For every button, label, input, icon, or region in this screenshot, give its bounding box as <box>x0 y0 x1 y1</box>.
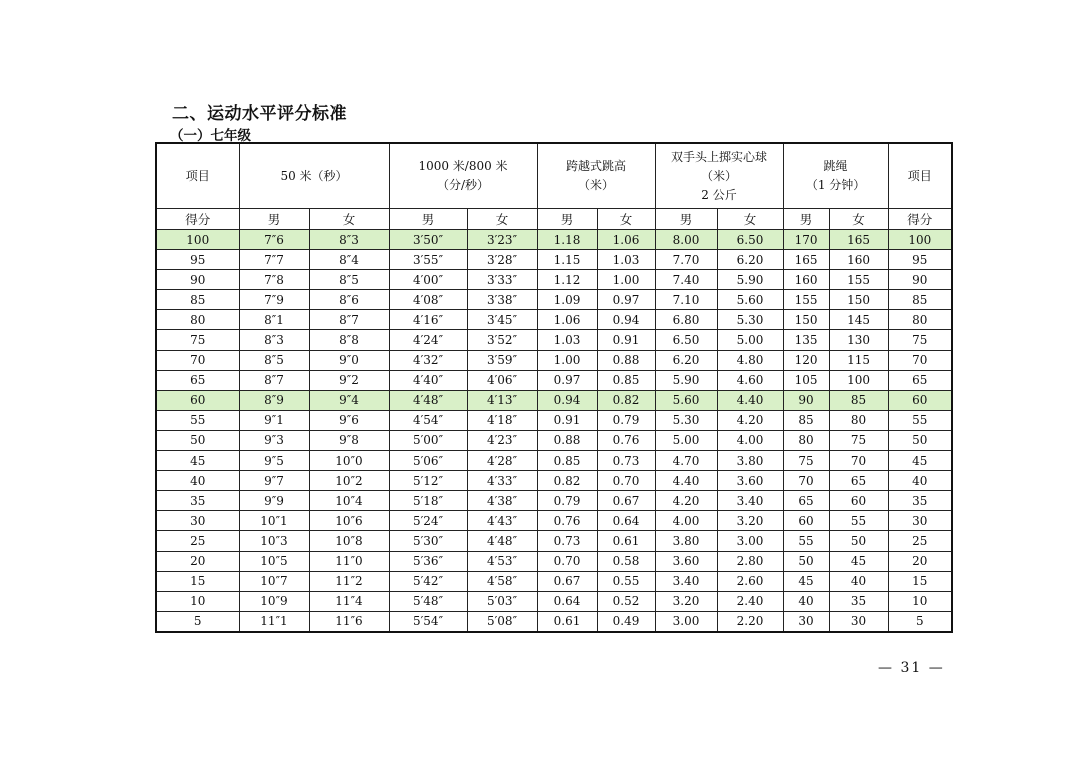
table-cell: 3′28″ <box>467 250 537 270</box>
table-cell: 95 <box>156 250 239 270</box>
table-cell: 5′42″ <box>389 571 467 591</box>
table-cell: 4.40 <box>655 471 717 491</box>
table-cell: 60 <box>156 390 239 410</box>
table-cell: 0.85 <box>537 451 597 471</box>
header-ball-line3: 2 公斤 <box>701 187 737 202</box>
subheader-cell: 男 <box>389 209 467 230</box>
table-cell: 0.97 <box>597 290 655 310</box>
table-cell: 8″8 <box>309 330 389 350</box>
table-cell: 7″8 <box>239 270 309 290</box>
table-cell: 160 <box>783 270 829 290</box>
table-cell: 5 <box>156 611 239 632</box>
table-cell: 8″4 <box>309 250 389 270</box>
header-run-line1: 1000 米/800 米 <box>418 159 508 173</box>
table-cell: 15 <box>888 571 952 591</box>
table-cell: 5.90 <box>655 370 717 390</box>
table-row <box>156 310 952 330</box>
table-cell: 0.79 <box>597 410 655 430</box>
table-cell: 80 <box>888 310 952 330</box>
table-cell: 9″8 <box>309 430 389 450</box>
table-cell: 50 <box>783 551 829 571</box>
table-cell: 7.40 <box>655 270 717 290</box>
table-cell: 35 <box>829 591 888 611</box>
table-cell: 3.80 <box>717 451 783 471</box>
table-cell: 50 <box>829 531 888 551</box>
table-cell: 10 <box>156 591 239 611</box>
table-cell: 5′36″ <box>389 551 467 571</box>
table-cell: 130 <box>829 330 888 350</box>
header-high-jump <box>537 143 655 209</box>
table-cell: 1.15 <box>537 250 597 270</box>
table-cell: 65 <box>783 491 829 511</box>
subheader-cell: 女 <box>467 209 537 230</box>
table-cell: 65 <box>156 370 239 390</box>
table-cell: 3′38″ <box>467 290 537 310</box>
table-cell: 4′40″ <box>389 370 467 390</box>
table-cell: 70 <box>156 350 239 370</box>
table-cell: 120 <box>783 350 829 370</box>
table-cell: 2.80 <box>717 551 783 571</box>
table-cell: 3.20 <box>717 511 783 531</box>
table-cell: 9″3 <box>239 430 309 450</box>
table-cell: 3′33″ <box>467 270 537 290</box>
table-cell: 145 <box>829 310 888 330</box>
table-cell: 9″5 <box>239 451 309 471</box>
table-cell: 4′18″ <box>467 410 537 430</box>
table-cell: 5′08″ <box>467 611 537 632</box>
header-rope-line1: 跳绳 <box>823 159 848 173</box>
table-cell: 0.67 <box>537 571 597 591</box>
table-cell: 40 <box>888 471 952 491</box>
table-cell: 80 <box>783 430 829 450</box>
table-cell: 8″5 <box>309 270 389 290</box>
table-cell: 8″9 <box>239 390 309 410</box>
table-cell: 10″5 <box>239 551 309 571</box>
table-cell: 5.30 <box>717 310 783 330</box>
table-cell: 0.91 <box>597 330 655 350</box>
table-cell: 0.55 <box>597 571 655 591</box>
score-table <box>155 142 953 633</box>
table-cell: 90 <box>783 390 829 410</box>
table-cell: 60 <box>888 390 952 410</box>
table-cell: 25 <box>156 531 239 551</box>
table-cell: 60 <box>829 491 888 511</box>
subheader-cell: 女 <box>829 209 888 230</box>
table-cell: 10″0 <box>309 451 389 471</box>
table-cell: 90 <box>156 270 239 290</box>
table-cell: 0.76 <box>537 511 597 531</box>
table-cell: 5.60 <box>717 290 783 310</box>
table-cell: 4.80 <box>717 350 783 370</box>
table-cell: 8″3 <box>239 330 309 350</box>
table-cell: 45 <box>156 451 239 471</box>
table-cell: 3.40 <box>717 491 783 511</box>
table-cell: 4′24″ <box>389 330 467 350</box>
table-cell: 5′54″ <box>389 611 467 632</box>
table-cell: 4.40 <box>717 390 783 410</box>
table-cell: 100 <box>156 230 239 250</box>
table-cell: 11″2 <box>309 571 389 591</box>
table-cell: 4.70 <box>655 451 717 471</box>
table-row <box>156 451 952 471</box>
table-cell: 0.67 <box>597 491 655 511</box>
table-cell: 75 <box>783 451 829 471</box>
grade-subheading: （一）七年级 <box>170 128 251 144</box>
table-cell: 40 <box>156 471 239 491</box>
table-cell: 150 <box>783 310 829 330</box>
table-cell: 8.00 <box>655 230 717 250</box>
table-cell: 60 <box>783 511 829 531</box>
table-cell: 30 <box>888 511 952 531</box>
header-item-left: 项目 <box>156 143 239 209</box>
table-cell: 80 <box>156 310 239 330</box>
subheader-cell: 女 <box>309 209 389 230</box>
table-cell: 150 <box>829 290 888 310</box>
table-cell: 1.06 <box>597 230 655 250</box>
table-cell: 45 <box>783 571 829 591</box>
table-cell: 0.61 <box>597 531 655 551</box>
table-row <box>156 551 952 571</box>
table-cell: 11″1 <box>239 611 309 632</box>
table-cell: 8″7 <box>239 370 309 390</box>
table-cell: 9″0 <box>309 350 389 370</box>
table-cell: 3′23″ <box>467 230 537 250</box>
table-cell: 9″4 <box>309 390 389 410</box>
table-cell: 9″7 <box>239 471 309 491</box>
table-cell: 4′28″ <box>467 451 537 471</box>
table-cell: 0.76 <box>597 430 655 450</box>
table-cell: 135 <box>783 330 829 350</box>
table-cell: 4.20 <box>717 410 783 430</box>
table-cell: 3.80 <box>655 531 717 551</box>
table-cell: 25 <box>888 531 952 551</box>
table-cell: 155 <box>783 290 829 310</box>
subheader-cell: 女 <box>597 209 655 230</box>
table-cell: 55 <box>829 511 888 531</box>
table-row <box>156 250 952 270</box>
table-cell: 0.88 <box>537 430 597 450</box>
table-row <box>156 410 952 430</box>
table-cell: 85 <box>888 290 952 310</box>
table-cell: 95 <box>888 250 952 270</box>
table-cell: 11″4 <box>309 591 389 611</box>
table-cell: 7″7 <box>239 250 309 270</box>
table-cell: 4.20 <box>655 491 717 511</box>
header-item-right: 项目 <box>888 143 952 209</box>
table-cell: 4′58″ <box>467 571 537 591</box>
table-cell: 90 <box>888 270 952 290</box>
table-cell: 6.50 <box>655 330 717 350</box>
table-cell: 65 <box>888 370 952 390</box>
table-row <box>156 531 952 551</box>
table-cell: 75 <box>829 430 888 450</box>
table-cell: 10″2 <box>309 471 389 491</box>
table-cell: 55 <box>783 531 829 551</box>
table-cell: 2.20 <box>717 611 783 632</box>
table-cell: 0.61 <box>537 611 597 632</box>
table-cell: 4.00 <box>655 511 717 531</box>
table-cell: 80 <box>829 410 888 430</box>
table-cell: 50 <box>888 430 952 450</box>
table-cell: 70 <box>829 451 888 471</box>
table-cell: 20 <box>156 551 239 571</box>
table-cell: 1.12 <box>537 270 597 290</box>
table-cell: 4.60 <box>717 370 783 390</box>
table-row <box>156 230 952 250</box>
table-cell: 11″0 <box>309 551 389 571</box>
table-cell: 0.82 <box>597 390 655 410</box>
table-cell: 0.91 <box>537 410 597 430</box>
table-cell: 0.85 <box>597 370 655 390</box>
table-cell: 35 <box>156 491 239 511</box>
table-row <box>156 370 952 390</box>
table-cell: 5′00″ <box>389 430 467 450</box>
table-cell: 85 <box>829 390 888 410</box>
table-cell: 0.49 <box>597 611 655 632</box>
table-cell: 40 <box>783 591 829 611</box>
table-cell: 4′06″ <box>467 370 537 390</box>
table-cell: 4′43″ <box>467 511 537 531</box>
header-row-subheaders <box>156 209 952 230</box>
table-row <box>156 591 952 611</box>
table-cell: 3.20 <box>655 591 717 611</box>
table-cell: 9″6 <box>309 410 389 430</box>
table-cell: 5′12″ <box>389 471 467 491</box>
table-cell: 4′08″ <box>389 290 467 310</box>
table-row <box>156 611 952 632</box>
table-cell: 0.82 <box>537 471 597 491</box>
table-cell: 8″1 <box>239 310 309 330</box>
table-row <box>156 390 952 410</box>
table-cell: 8″5 <box>239 350 309 370</box>
header-rope-line2: （1 分钟） <box>805 178 866 192</box>
table-cell: 100 <box>888 230 952 250</box>
table-cell: 5′24″ <box>389 511 467 531</box>
table-cell: 10″8 <box>309 531 389 551</box>
table-row <box>156 330 952 350</box>
table-cell: 7.10 <box>655 290 717 310</box>
table-cell: 3′50″ <box>389 230 467 250</box>
table-cell: 5 <box>888 611 952 632</box>
header-jump-line1: 跨越式跳高 <box>566 159 627 173</box>
table-cell: 10 <box>888 591 952 611</box>
header-medicine-ball <box>655 143 783 209</box>
table-cell: 10″4 <box>309 491 389 511</box>
table-cell: 165 <box>783 250 829 270</box>
table-cell: 115 <box>829 350 888 370</box>
table-cell: 170 <box>783 230 829 250</box>
table-cell: 5′18″ <box>389 491 467 511</box>
table-cell: 10″3 <box>239 531 309 551</box>
table-cell: 15 <box>156 571 239 591</box>
table-cell: 0.88 <box>597 350 655 370</box>
table-cell: 0.73 <box>537 531 597 551</box>
table-cell: 0.73 <box>597 451 655 471</box>
table-cell: 1.00 <box>597 270 655 290</box>
table-cell: 40 <box>829 571 888 591</box>
table-cell: 0.70 <box>597 471 655 491</box>
table-cell: 0.64 <box>597 511 655 531</box>
table-cell: 1.00 <box>537 350 597 370</box>
table-cell: 4′38″ <box>467 491 537 511</box>
table-cell: 0.70 <box>537 551 597 571</box>
table-cell: 9″9 <box>239 491 309 511</box>
table-cell: 9″1 <box>239 410 309 430</box>
table-cell: 1.03 <box>537 330 597 350</box>
table-cell: 0.94 <box>537 390 597 410</box>
table-cell: 85 <box>783 410 829 430</box>
table-cell: 10″7 <box>239 571 309 591</box>
table-cell: 3.00 <box>655 611 717 632</box>
table-cell: 105 <box>783 370 829 390</box>
subheader-cell: 男 <box>655 209 717 230</box>
table-cell: 4′13″ <box>467 390 537 410</box>
header-run <box>389 143 537 209</box>
table-cell: 45 <box>888 451 952 471</box>
table-cell: 6.20 <box>655 350 717 370</box>
table-cell: 11″6 <box>309 611 389 632</box>
table-cell: 75 <box>156 330 239 350</box>
table-cell: 160 <box>829 250 888 270</box>
table-cell: 4′53″ <box>467 551 537 571</box>
section-heading: 二、运动水平评分标准 <box>172 104 347 124</box>
table-cell: 5.60 <box>655 390 717 410</box>
table-cell: 5.90 <box>717 270 783 290</box>
header-rope-skipping <box>783 143 888 209</box>
table-row <box>156 290 952 310</box>
table-cell: 10″9 <box>239 591 309 611</box>
table-cell: 3.00 <box>717 531 783 551</box>
table-cell: 0.79 <box>537 491 597 511</box>
table-cell: 4′48″ <box>389 390 467 410</box>
subheader-cell: 男 <box>239 209 309 230</box>
table-cell: 3.40 <box>655 571 717 591</box>
table-cell: 1.09 <box>537 290 597 310</box>
table-cell: 2.40 <box>717 591 783 611</box>
table-cell: 3′52″ <box>467 330 537 350</box>
table-cell: 4′16″ <box>389 310 467 330</box>
table-cell: 45 <box>829 551 888 571</box>
table-cell: 3′45″ <box>467 310 537 330</box>
table-cell: 30 <box>829 611 888 632</box>
table-cell: 3.60 <box>717 471 783 491</box>
table-cell: 8″7 <box>309 310 389 330</box>
score-table-body <box>156 230 952 632</box>
table-cell: 8″3 <box>309 230 389 250</box>
table-cell: 2.60 <box>717 571 783 591</box>
header-row-groups <box>156 143 952 209</box>
table-row <box>156 571 952 591</box>
table-cell: 5′48″ <box>389 591 467 611</box>
table-cell: 8″6 <box>309 290 389 310</box>
header-jump-line2: （米） <box>578 178 615 192</box>
header-run-line2: （分/秒） <box>436 178 490 192</box>
table-cell: 65 <box>829 471 888 491</box>
page-number: — 31 — <box>878 660 945 676</box>
table-cell: 7″6 <box>239 230 309 250</box>
table-cell: 35 <box>888 491 952 511</box>
table-cell: 5.00 <box>655 430 717 450</box>
table-cell: 85 <box>156 290 239 310</box>
subheader-cell: 得分 <box>888 209 952 230</box>
table-cell: 1.18 <box>537 230 597 250</box>
table-cell: 5.00 <box>717 330 783 350</box>
subheader-cell: 得分 <box>156 209 239 230</box>
table-cell: 10″6 <box>309 511 389 531</box>
table-cell: 3′55″ <box>389 250 467 270</box>
table-cell: 10″1 <box>239 511 309 531</box>
table-cell: 50 <box>156 430 239 450</box>
table-cell: 7″9 <box>239 290 309 310</box>
table-row <box>156 491 952 511</box>
table-cell: 70 <box>888 350 952 370</box>
table-cell: 70 <box>783 471 829 491</box>
table-cell: 4′33″ <box>467 471 537 491</box>
table-row <box>156 511 952 531</box>
table-cell: 7.70 <box>655 250 717 270</box>
subheader-cell: 男 <box>537 209 597 230</box>
header-ball-line2: （米） <box>701 168 738 183</box>
table-cell: 6.50 <box>717 230 783 250</box>
header-sprint: 50 米（秒） <box>239 143 389 209</box>
table-cell: 55 <box>156 410 239 430</box>
table-cell: 5.30 <box>655 410 717 430</box>
table-cell: 6.80 <box>655 310 717 330</box>
table-cell: 0.58 <box>597 551 655 571</box>
table-cell: 100 <box>829 370 888 390</box>
table-cell: 4′32″ <box>389 350 467 370</box>
table-cell: 4′00″ <box>389 270 467 290</box>
table-cell: 4.00 <box>717 430 783 450</box>
table-cell: 6.20 <box>717 250 783 270</box>
table-cell: 1.06 <box>537 310 597 330</box>
subheader-cell: 男 <box>783 209 829 230</box>
table-cell: 30 <box>783 611 829 632</box>
table-cell: 4′23″ <box>467 430 537 450</box>
table-cell: 1.03 <box>597 250 655 270</box>
table-row <box>156 350 952 370</box>
table-cell: 0.52 <box>597 591 655 611</box>
table-row <box>156 430 952 450</box>
table-cell: 5′30″ <box>389 531 467 551</box>
table-cell: 55 <box>888 410 952 430</box>
header-ball-line1: 双手头上掷实心球 <box>671 149 768 164</box>
table-cell: 9″2 <box>309 370 389 390</box>
table-cell: 3.60 <box>655 551 717 571</box>
subheader-cell: 女 <box>717 209 783 230</box>
table-cell: 0.94 <box>597 310 655 330</box>
table-cell: 5′06″ <box>389 451 467 471</box>
table-cell: 4′48″ <box>467 531 537 551</box>
table-cell: 155 <box>829 270 888 290</box>
table-cell: 75 <box>888 330 952 350</box>
table-cell: 30 <box>156 511 239 531</box>
table-cell: 3′59″ <box>467 350 537 370</box>
table-cell: 4′54″ <box>389 410 467 430</box>
table-cell: 20 <box>888 551 952 571</box>
table-row <box>156 270 952 290</box>
table-cell: 0.97 <box>537 370 597 390</box>
table-row <box>156 471 952 491</box>
table-cell: 0.64 <box>537 591 597 611</box>
table-cell: 165 <box>829 230 888 250</box>
table-cell: 5′03″ <box>467 591 537 611</box>
